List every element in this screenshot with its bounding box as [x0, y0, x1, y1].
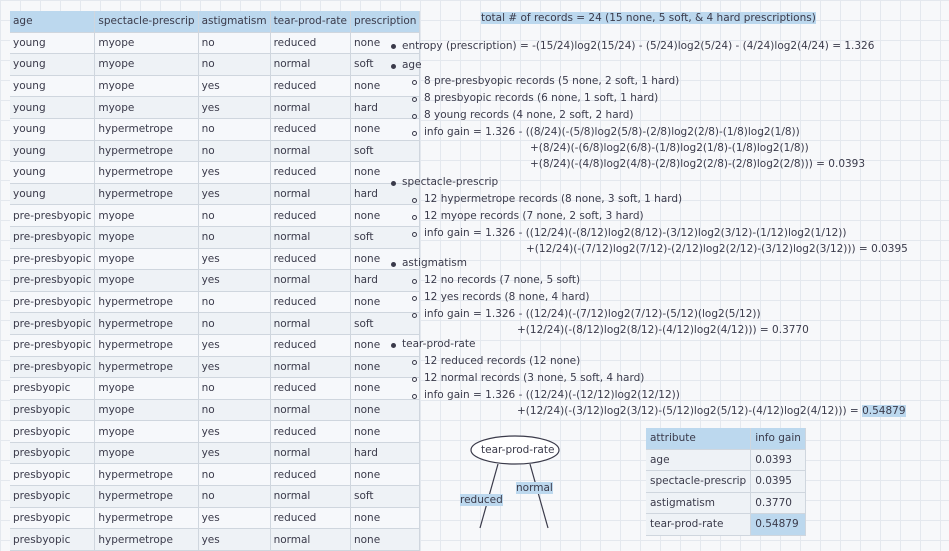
- cell-astigmatism: no: [198, 205, 270, 227]
- cell-spectacle: myope: [95, 54, 198, 76]
- cell-age: young: [10, 54, 95, 76]
- cell-astigmatism: yes: [198, 356, 270, 378]
- cell-tear-rate: normal: [270, 183, 350, 205]
- cell-astigmatism: no: [198, 313, 270, 335]
- table-row: [10, 356, 420, 378]
- info-gain-table: [646, 428, 806, 536]
- cell-astigmatism: no: [198, 118, 270, 140]
- cell-tear-rate: reduced: [270, 205, 350, 227]
- cell-tear-rate: normal: [270, 270, 350, 292]
- cell-age: young: [10, 162, 95, 184]
- cell-astigmatism: yes: [198, 529, 270, 551]
- age-gain-line-2: +(8/24)(-(6/8)log2(6/8)-(1/8)log2(1/8)-(1/8)log2(1/8)): [530, 142, 809, 154]
- cell-attribute: spectacle-prescrip: [646, 471, 751, 493]
- cell-tear-rate: reduced: [270, 248, 350, 270]
- sub-bullet-icon: [412, 377, 417, 382]
- astigmatism-item-1: 12 no records (7 none, 5 soft): [424, 274, 581, 286]
- cell-age: presbyopic: [10, 442, 95, 464]
- cell-spectacle: myope: [95, 75, 198, 97]
- cell-tear-rate: normal: [270, 313, 350, 335]
- cell-prescription: soft: [350, 313, 419, 335]
- cell-spectacle: hypermetrope: [95, 529, 198, 551]
- tree-left-label: reduced: [460, 494, 503, 506]
- cell-age: pre-presbyopic: [10, 270, 95, 292]
- table-row: [10, 464, 420, 486]
- table-row: [10, 507, 420, 529]
- cell-spectacle: myope: [95, 205, 198, 227]
- cell-spectacle: hypermetrope: [95, 140, 198, 162]
- cell-prescription: none: [350, 421, 419, 443]
- cell-age: presbyopic: [10, 421, 95, 443]
- cell-astigmatism: no: [198, 32, 270, 54]
- col-header-age: age: [10, 11, 95, 32]
- cell-tear-rate: reduced: [270, 507, 350, 529]
- cell-attribute: astigmatism: [646, 492, 751, 514]
- cell-spectacle: hypermetrope: [95, 486, 198, 508]
- cell-astigmatism: no: [198, 399, 270, 421]
- cell-prescription: none: [350, 399, 419, 421]
- sub-bullet-icon: [412, 394, 417, 399]
- cell-spectacle: myope: [95, 226, 198, 248]
- cell-astigmatism: yes: [198, 183, 270, 205]
- cell-prescription: hard: [350, 442, 419, 464]
- cell-tear-rate: normal: [270, 226, 350, 248]
- cell-attribute: tear-prod-rate: [646, 514, 751, 536]
- cell-tear-rate: normal: [270, 54, 350, 76]
- info-gain-row: [646, 492, 805, 514]
- age-item-2: 8 presbyopic records (6 none, 1 soft, 1 hard): [424, 92, 659, 104]
- tear-gain-line-2: [517, 405, 906, 417]
- cell-astigmatism: yes: [198, 97, 270, 119]
- cell-prescription: none: [350, 32, 419, 54]
- table-row: [10, 248, 420, 270]
- cell-age: young: [10, 140, 95, 162]
- cell-age: pre-presbyopic: [10, 291, 95, 313]
- cell-age: pre-presbyopic: [10, 205, 95, 227]
- cell-tear-rate: normal: [270, 442, 350, 464]
- info-gain-row: [646, 449, 805, 471]
- cell-tear-rate: reduced: [270, 291, 350, 313]
- cell-age: young: [10, 97, 95, 119]
- cell-age: presbyopic: [10, 399, 95, 421]
- bullet-icon: [391, 343, 396, 348]
- cell-spectacle: myope: [95, 248, 198, 270]
- cell-tear-rate: reduced: [270, 334, 350, 356]
- tree-branch-normal: [530, 464, 548, 528]
- cell-prescription: none: [350, 75, 419, 97]
- table-row: [10, 442, 420, 464]
- sub-bullet-icon: [412, 80, 417, 85]
- table-row: [10, 32, 420, 54]
- cell-prescription: none: [350, 248, 419, 270]
- cell-tear-rate: reduced: [270, 118, 350, 140]
- cell-prescription: hard: [350, 183, 419, 205]
- table-row: [10, 291, 420, 313]
- tree-root-label: tear-prod-rate: [481, 444, 555, 456]
- table-row: [10, 334, 420, 356]
- cell-prescription: none: [350, 205, 419, 227]
- cell-astigmatism: yes: [198, 248, 270, 270]
- table-row: [10, 183, 420, 205]
- tear-gain-line-1: info gain = 1.326 - ((12/24)(-(12/12)log2(12/12)): [424, 389, 680, 401]
- cell-astigmatism: no: [198, 54, 270, 76]
- cell-tear-rate: normal: [270, 486, 350, 508]
- tear-item-2: 12 normal records (3 none, 5 soft, 4 hard): [424, 372, 645, 384]
- tree-right-label: normal: [516, 482, 553, 494]
- cell-spectacle: myope: [95, 399, 198, 421]
- cell-prescription: none: [350, 378, 419, 400]
- table-row: [10, 399, 420, 421]
- cell-tear-rate: normal: [270, 140, 350, 162]
- cell-prescription: soft: [350, 54, 419, 76]
- tear-heading: tear-prod-rate: [402, 338, 476, 350]
- cell-astigmatism: yes: [198, 507, 270, 529]
- cell-spectacle: hypermetrope: [95, 118, 198, 140]
- cell-astigmatism: no: [198, 464, 270, 486]
- table-row: [10, 97, 420, 119]
- cell-spectacle: hypermetrope: [95, 183, 198, 205]
- cell-spectacle: myope: [95, 442, 198, 464]
- sub-bullet-icon: [412, 215, 417, 220]
- cell-astigmatism: no: [198, 226, 270, 248]
- cell-spectacle: hypermetrope: [95, 507, 198, 529]
- astigmatism-gain-line-1: info gain = 1.326 - ((12/24)(-(7/12)log2(7/12)-(5/12)(log2(5/12)): [424, 308, 761, 320]
- col-header-astigmatism: astigmatism: [198, 11, 270, 32]
- table-row: [10, 313, 420, 335]
- cell-info-gain: 0.0395: [751, 471, 806, 493]
- cell-spectacle: hypermetrope: [95, 464, 198, 486]
- table-row: [10, 529, 420, 551]
- col-header-info-gain: info gain: [751, 428, 806, 449]
- cell-age: pre-presbyopic: [10, 356, 95, 378]
- sub-bullet-icon: [412, 360, 417, 365]
- cell-attribute: age: [646, 449, 751, 471]
- bullet-icon: [391, 181, 396, 186]
- bullet-icon: [391, 44, 396, 49]
- cell-tear-rate: normal: [270, 399, 350, 421]
- cell-tear-rate: reduced: [270, 378, 350, 400]
- sub-bullet-icon: [412, 97, 417, 102]
- cell-age: presbyopic: [10, 378, 95, 400]
- sub-bullet-icon: [412, 198, 417, 203]
- astigmatism-item-2: 12 yes records (8 none, 4 hard): [424, 291, 590, 303]
- cell-spectacle: hypermetrope: [95, 291, 198, 313]
- age-item-1: 8 pre-presbyopic records (5 none, 2 soft, 1 hard): [424, 75, 680, 87]
- cell-astigmatism: yes: [198, 75, 270, 97]
- sub-bullet-icon: [412, 296, 417, 301]
- cell-tear-rate: normal: [270, 356, 350, 378]
- sub-bullet-icon: [412, 279, 417, 284]
- table-row: [10, 226, 420, 248]
- cell-age: young: [10, 118, 95, 140]
- cell-prescription: hard: [350, 270, 419, 292]
- cell-prescription: none: [350, 507, 419, 529]
- cell-prescription: none: [350, 529, 419, 551]
- tear-item-1: 12 reduced records (12 none): [424, 355, 581, 367]
- cell-age: presbyopic: [10, 464, 95, 486]
- cell-tear-rate: reduced: [270, 75, 350, 97]
- total-records-line: total # of records = 24 (15 none, 5 soft, & 4 hard prescriptions): [481, 12, 816, 24]
- sub-bullet-icon: [412, 114, 417, 119]
- bullet-icon: [391, 262, 396, 267]
- spectacle-heading: spectacle-prescrip: [402, 176, 499, 188]
- cell-spectacle: myope: [95, 378, 198, 400]
- table-row: [10, 205, 420, 227]
- cell-prescription: soft: [350, 226, 419, 248]
- age-heading: age: [402, 59, 422, 71]
- sub-bullet-icon: [412, 232, 417, 237]
- cell-prescription: none: [350, 356, 419, 378]
- age-gain-line-3: +(8/24)(-(4/8)log2(4/8)-(2/8)log2(2/8)-(2/8)log2(2/8))) = 0.0393: [530, 158, 866, 170]
- cell-age: presbyopic: [10, 507, 95, 529]
- tear-gain-value: 0.54879: [862, 405, 906, 417]
- tear-gain-expression: +(12/24)(-(3/12)log2(3/12)-(5/12)log2(5/12)-(4/12)log2(4/12))) =: [517, 405, 863, 417]
- col-header-spectacle: spectacle-prescrip: [95, 11, 198, 32]
- cell-astigmatism: yes: [198, 162, 270, 184]
- cell-tear-rate: reduced: [270, 32, 350, 54]
- table-row: [10, 75, 420, 97]
- cell-spectacle: myope: [95, 270, 198, 292]
- cell-age: young: [10, 183, 95, 205]
- cell-spectacle: hypermetrope: [95, 356, 198, 378]
- cell-spectacle: hypermetrope: [95, 313, 198, 335]
- cell-tear-rate: reduced: [270, 162, 350, 184]
- age-gain-line-1: info gain = 1.326 - ((8/24)(-(5/8)log2(5/8)-(2/8)log2(2/8)-(1/8)log2(1/8)): [424, 126, 800, 138]
- table-row: [10, 140, 420, 162]
- lens-data-table: [10, 11, 420, 551]
- cell-age: pre-presbyopic: [10, 248, 95, 270]
- info-gain-row: [646, 471, 805, 493]
- cell-tear-rate: reduced: [270, 464, 350, 486]
- spectacle-item-2: 12 myope records (7 none, 2 soft, 3 hard): [424, 210, 644, 222]
- table-header-row: [10, 11, 420, 32]
- cell-age: presbyopic: [10, 486, 95, 508]
- spectacle-item-1: 12 hypermetrope records (8 none, 3 soft, 1 hard): [424, 193, 683, 205]
- table-row: [10, 118, 420, 140]
- cell-age: young: [10, 32, 95, 54]
- cell-astigmatism: yes: [198, 334, 270, 356]
- cell-astigmatism: no: [198, 378, 270, 400]
- sub-bullet-icon: [412, 131, 417, 136]
- table-row: [10, 378, 420, 400]
- cell-info-gain: 0.3770: [751, 492, 806, 514]
- cell-astigmatism: yes: [198, 442, 270, 464]
- age-item-3: 8 young records (4 none, 2 soft, 2 hard): [424, 109, 634, 121]
- cell-age: pre-presbyopic: [10, 313, 95, 335]
- table-row: [10, 54, 420, 76]
- cell-age: pre-presbyopic: [10, 226, 95, 248]
- cell-prescription: soft: [350, 486, 419, 508]
- cell-spectacle: myope: [95, 32, 198, 54]
- sub-bullet-icon: [412, 313, 417, 318]
- cell-prescription: none: [350, 334, 419, 356]
- bullet-icon: [391, 64, 396, 69]
- cell-prescription: soft: [350, 140, 419, 162]
- spectacle-gain-line-2: +(12/24)(-(7/12)log2(7/12)-(2/12)log2(2/12)-(3/12)log2(3/12))) = 0.0395: [526, 243, 908, 255]
- cell-spectacle: hypermetrope: [95, 162, 198, 184]
- cell-prescription: none: [350, 464, 419, 486]
- cell-age: presbyopic: [10, 529, 95, 551]
- cell-spectacle: hypermetrope: [95, 334, 198, 356]
- cell-prescription: hard: [350, 97, 419, 119]
- cell-prescription: none: [350, 162, 419, 184]
- spectacle-gain-line-1: info gain = 1.326 - ((12/24)(-(8/12)log2(8/12)-(3/12)log2(3/12)-(1/12)log2(1/12)): [424, 227, 847, 239]
- cell-astigmatism: no: [198, 140, 270, 162]
- cell-spectacle: myope: [95, 421, 198, 443]
- cell-spectacle: myope: [95, 97, 198, 119]
- cell-astigmatism: no: [198, 291, 270, 313]
- col-header-prescription: prescription: [350, 11, 419, 32]
- table-row: [10, 162, 420, 184]
- cell-age: pre-presbyopic: [10, 334, 95, 356]
- cell-info-gain: 0.54879: [751, 514, 806, 536]
- table-row: [10, 421, 420, 443]
- col-header-attribute: attribute: [646, 428, 751, 449]
- cell-prescription: none: [350, 118, 419, 140]
- cell-info-gain: 0.0393: [751, 449, 806, 471]
- info-gain-header-row: [646, 428, 805, 449]
- cell-astigmatism: no: [198, 486, 270, 508]
- astigmatism-heading: astigmatism: [402, 257, 467, 269]
- info-gain-row: [646, 514, 805, 536]
- col-header-tear-rate: tear-prod-rate: [270, 11, 350, 32]
- cell-astigmatism: yes: [198, 270, 270, 292]
- cell-age: young: [10, 75, 95, 97]
- cell-tear-rate: normal: [270, 529, 350, 551]
- astigmatism-gain-line-2: +(12/24)(-(8/12)log2(8/12)-(4/12)log2(4/12))) = 0.3770: [517, 324, 809, 336]
- cell-tear-rate: normal: [270, 97, 350, 119]
- table-row: [10, 270, 420, 292]
- cell-tear-rate: reduced: [270, 421, 350, 443]
- entropy-line: entropy (prescription) = -(15/24)log2(15/24) - (5/24)log2(5/24) - (4/24)log2(4/24) = 1.326: [402, 40, 875, 52]
- cell-astigmatism: yes: [198, 421, 270, 443]
- cell-prescription: none: [350, 291, 419, 313]
- table-row: [10, 486, 420, 508]
